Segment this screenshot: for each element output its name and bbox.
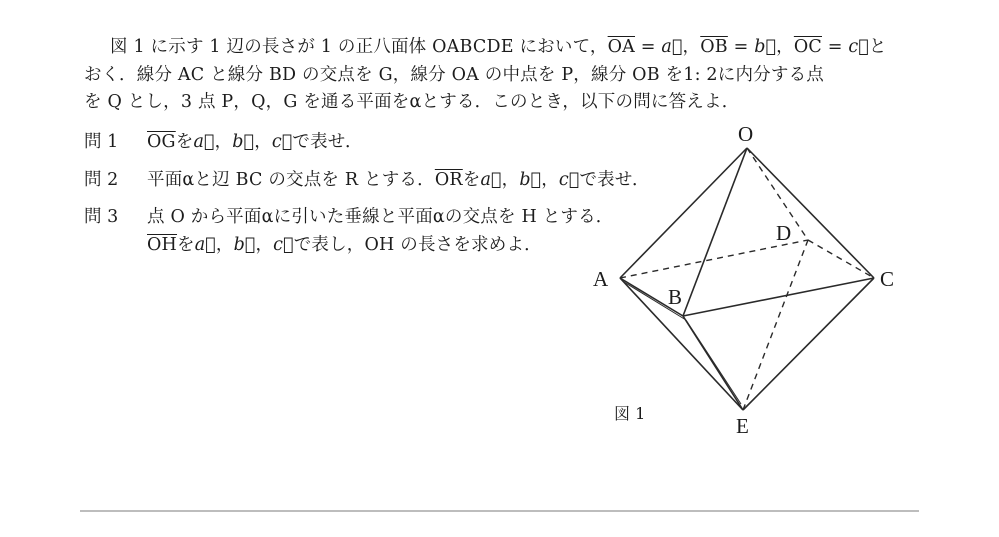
q-text: を [462, 170, 481, 190]
q-text: で表せ． [292, 132, 363, 152]
vector-or: $\overline{OR}$ [434, 170, 463, 190]
edge-shadow [686, 320, 741, 404]
vector-a: a⃗ [194, 235, 216, 255]
vector-oa: $\overline{OA}$ [607, 37, 636, 57]
vector-oh: $\overline{OH}$ [147, 235, 178, 255]
edge-ce [743, 278, 874, 410]
intro-text: 図 1 に示す 1 辺の長さが 1 の正八面体 OABCDE において， [110, 37, 608, 57]
edge-ob [683, 148, 747, 316]
separator: ， [776, 37, 794, 57]
intro-text: と [868, 37, 887, 57]
separator: ， [682, 37, 701, 57]
question-1-label: 問 1 [84, 132, 119, 152]
edge-ad-hidden [620, 240, 808, 278]
vector-b: b⃗ [519, 170, 542, 190]
q-text: を [175, 132, 194, 152]
separator: ， [215, 235, 234, 255]
vertex-label-d: D [776, 221, 792, 245]
vector-b: b⃗ [232, 132, 255, 152]
vector-c: c⃗ [558, 170, 580, 190]
vector-a: a⃗ [661, 37, 683, 57]
separator: ， [254, 132, 272, 152]
equals: = [822, 37, 849, 57]
question-3-line-1: 点 O から平面αに引いた垂線と平面αの交点を H とする． [147, 207, 614, 227]
edge-de-hidden [743, 240, 808, 410]
edge-oa [620, 148, 747, 278]
separator: ， [214, 132, 233, 152]
vertex-label-o: O [738, 122, 754, 146]
vertex-label-a: A [593, 267, 609, 291]
q-text: を [177, 235, 195, 255]
vertex-label-c: C [880, 267, 895, 291]
vertex-label-e: E [736, 414, 749, 438]
vector-b: b⃗ [754, 37, 777, 57]
vector-b: b⃗ [233, 235, 256, 255]
separator: ， [255, 235, 274, 255]
q-text: 平面αと辺 BC の交点を R とする． [147, 170, 435, 190]
q-text: で表し，OH の長さを求めよ． [293, 235, 542, 255]
vector-ob: $\overline{OB}$ [700, 37, 728, 57]
edge-be [683, 316, 743, 410]
separator: ， [501, 170, 520, 190]
vector-c: c⃗ [848, 37, 869, 57]
separator: ， [541, 170, 559, 190]
intro-line-3: を Q とし，3 点 P，Q，G を通る平面をαとする．このとき，以下の問に答えよ． [84, 92, 740, 112]
edge-bc [683, 278, 874, 316]
vector-a: a⃗ [193, 132, 215, 152]
edge-dc-hidden [808, 240, 874, 278]
vector-c: c⃗ [273, 235, 294, 255]
bottom-divider [80, 510, 919, 512]
question-2-label: 問 2 [84, 170, 119, 190]
vector-c: c⃗ [271, 132, 293, 152]
figure-caption: 図 1 [614, 404, 646, 423]
equals: = [635, 37, 662, 57]
edge-oc [747, 148, 874, 278]
equals: = [727, 37, 755, 57]
q-text: で表せ． [579, 170, 650, 190]
vertex-label-b: B [668, 285, 683, 309]
vector-oc: $\overline{OC}$ [793, 37, 822, 57]
question-3-label: 問 3 [84, 207, 119, 227]
vector-og: $\overline{OG}$ [147, 132, 176, 152]
intro-line-2: おく．線分 AC と線分 BD の交点を G，線分 OA の中点を P，線分 OB を1: 2に内分する点 [84, 65, 824, 85]
vector-a: a⃗ [480, 170, 502, 190]
